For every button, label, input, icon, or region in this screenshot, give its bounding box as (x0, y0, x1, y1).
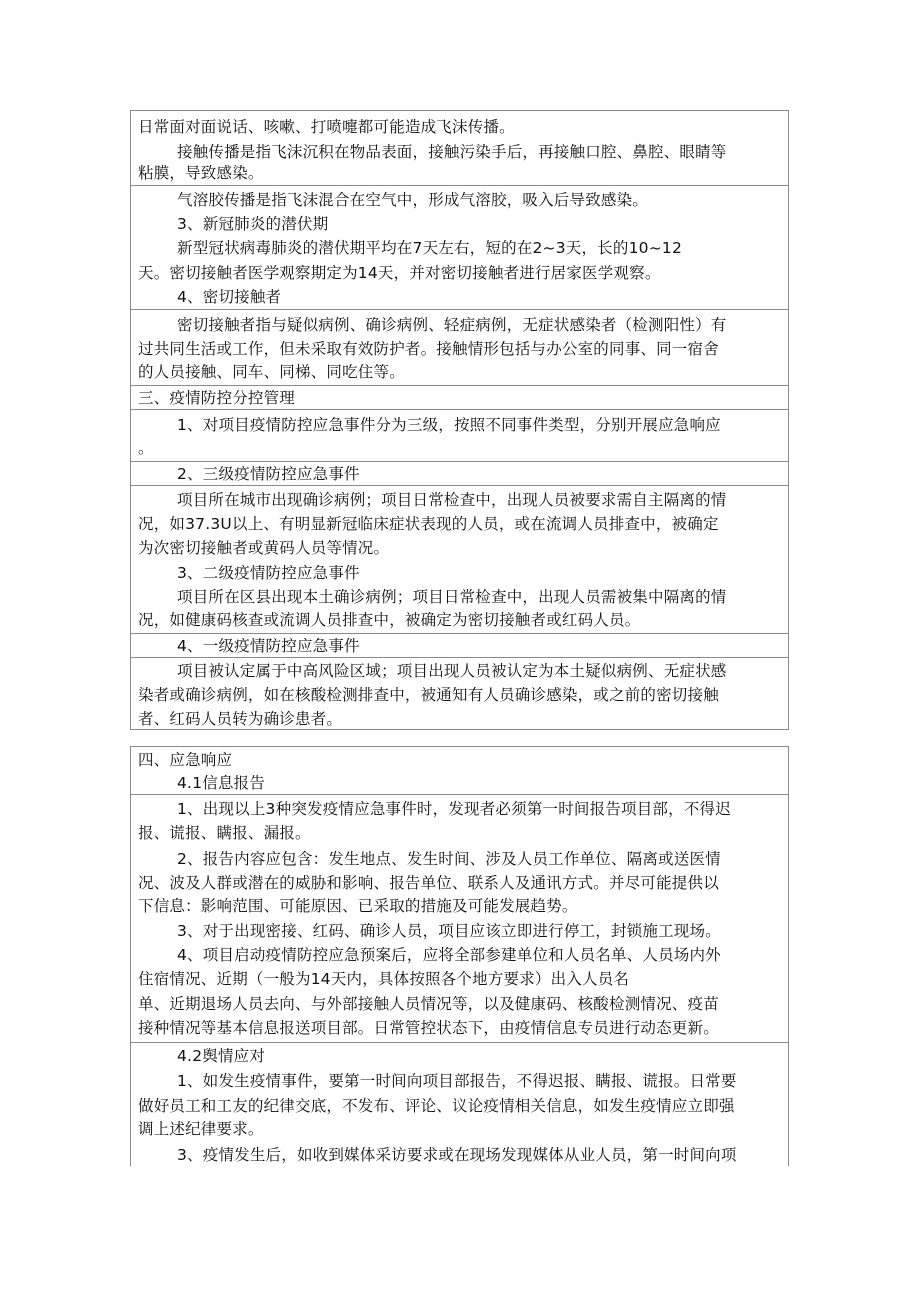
section-box-1 (130, 110, 789, 185)
section-box-2 (130, 185, 789, 309)
paragraph-heading: 4、密切接触者 (177, 288, 282, 306)
paragraph-line: 项目被认定属于中高风险区域；项目出现人员被认定为本土疑似病例、无症状感 (177, 662, 727, 680)
paragraph-line: 报、谎报、瞒报、漏报。 (138, 824, 311, 842)
paragraph-heading: 4、一级疫情防控应急事件 (177, 637, 360, 655)
section-heading: 四、应急响应 (138, 751, 233, 769)
section-box-heading-3 (130, 385, 789, 409)
section-box-11 (130, 794, 789, 1042)
section-box-6 (130, 461, 789, 485)
paragraph-line: 染者或确诊病例，如在核酸检测排查中，被通知有人员确诊感染，或之前的密切接触 (138, 686, 719, 704)
paragraph-line: 日常面对面说话、咳嗽、打喷嚏都可能造成飞沫传播。 (138, 118, 515, 136)
paragraph-line: 1、对项目疫情防控应急事件分为三级，按照不同事件类型，分别开展应急响应 (177, 416, 721, 434)
section-box-8 (130, 633, 789, 657)
paragraph-line: 项目所在区县出现本土确诊病例；项目日常检查中，出现人员需被集中隔离的情 (177, 588, 727, 606)
paragraph-line: 气溶胶传播是指飞沫混合在空气中，形成气溶胶，吸入后导致感染。 (177, 191, 649, 209)
paragraph-line: 1、出现以上3种突发疫情应急事件时，发现者必须第一时间报告项目部，不得迟 (177, 800, 731, 818)
paragraph-line: 1、如发生疫情事件，要第一时间向项目部报告，不得迟报、瞒报、谎报。日常要 (177, 1072, 737, 1090)
paragraph-line: 下信息：影响范围、可能原因、已采取的措施及可能发展趋势。 (138, 897, 578, 915)
paragraph-line: 者、红码人员转为确诊患者。 (138, 710, 343, 728)
paragraph-line: 接种情况等基本信息报送项目部。日常管控状态下，由疫情信息专员进行动态更新。 (138, 1019, 719, 1037)
section-box-9 (130, 657, 789, 730)
paragraph-heading: 3、二级疫情防控应急事件 (177, 564, 360, 582)
paragraph-line: 单、近期退场人员去向、与外部接触人员情况等，以及健康码、核酸检测情况、疫苗 (138, 995, 719, 1013)
paragraph-line: 密切接触者指与疑似病例、确诊病例、轻症病例，无症状感染者（检测阳性）有 (177, 316, 727, 334)
paragraph-line: 天。密切接触者医学观察期定为14天，并对密切接触者进行居家医学观察。 (138, 264, 661, 282)
paragraph-line: 况，如健康码核查或流调人员排查中，被确定为密切接触者或红码人员。 (138, 611, 641, 629)
section-heading: 三、疫情防控分控管理 (138, 389, 296, 407)
paragraph-line: 新型冠状病毒肺炎的潜伏期平均在7天左右，短的在2~3天，长的10~12 (177, 239, 683, 257)
section-box-7 (130, 485, 789, 633)
paragraph-line: 。 (138, 439, 154, 457)
paragraph-line: 粘膜，导致感染。 (138, 164, 264, 182)
paragraph-line: 住宿情况、近期（一般为14天内，具体按照各个地方要求）出入人员名 (138, 970, 630, 988)
section-box-12 (130, 1042, 789, 1166)
paragraph-line: 项目所在城市出现确诊病例；项目日常检查中，出现人员被要求需自主隔离的情 (177, 491, 727, 509)
paragraph-line: 的人员接触、同车、同梯、同吃住等。 (138, 363, 405, 381)
section-box-5 (130, 409, 789, 461)
paragraph-heading: 3、新冠肺炎的潜伏期 (177, 215, 329, 233)
subsection-heading: 4.1信息报告 (177, 774, 266, 792)
paragraph-line: 做好员工和工友的纪律交底，不发布、评论、议论疫情相关信息，如发生疫情应立即强 (138, 1097, 735, 1115)
paragraph-line: 接触传播是指飞沫沉积在物品表面，接触污染手后，再接触口腔、鼻腔、眼睛等 (177, 143, 727, 161)
subsection-heading: 4.2舆情应对 (177, 1047, 266, 1065)
paragraph-heading: 2、三级疫情防控应急事件 (177, 465, 360, 483)
section-box-3 (130, 309, 789, 385)
paragraph-line: 3、疫情发生后，如收到媒体采访要求或在现场发现媒体从业人员，第一时间向项 (177, 1146, 737, 1164)
paragraph-line: 为次密切接触者或黄码人员等情况。 (138, 539, 390, 557)
paragraph-line: 3、对于出现密接、红码、确诊人员，项目应该立即进行停工，封锁施工现场。 (177, 922, 721, 940)
paragraph-line: 况，如37.3U以上、有明显新冠临床症状表现的人员，或在流调人员排查中，被确定 (138, 515, 719, 533)
paragraph-line: 调上述纪律要求。 (138, 1120, 264, 1138)
paragraph-line: 4、项目启动疫情防控应急预案后，应将全部参建单位和人员名单、人员场内外 (177, 946, 721, 964)
paragraph-line: 况、波及人群或潜在的威胁和影响、报告单位、联系人及通讯方式。并尽可能提供以 (138, 874, 719, 892)
paragraph-line: 过共同生活或工作，但未采取有效防护者。接触情形包括与办公室的同事、同一宿舍 (138, 340, 719, 358)
paragraph-line: 2、报告内容应包含：发生地点、发生时间、涉及人员工作单位、隔离或送医情 (177, 850, 721, 868)
section-box-heading-4 (130, 746, 789, 794)
